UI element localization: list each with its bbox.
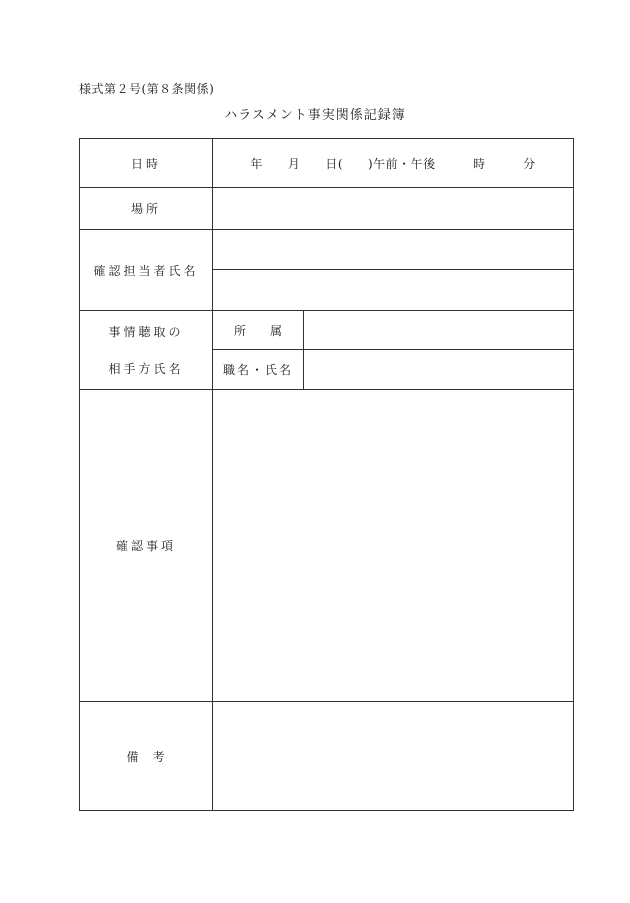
interviewee-label — [80, 311, 213, 390]
title-name-label: 職名・氏名 — [213, 350, 304, 390]
place-row — [80, 188, 574, 230]
confirmer-label: 確認担当者氏名 — [80, 230, 213, 311]
datetime-field[interactable]: 年 月 日( )午前・午後 時 分 — [213, 139, 574, 188]
interviewee-row-1 — [80, 311, 574, 350]
interviewee-label-line2: 相手方氏名 — [108, 362, 184, 376]
confirmer-field-1[interactable] — [213, 230, 574, 270]
confirmer-field-2[interactable] — [213, 270, 574, 311]
place-label: 場所 — [80, 188, 213, 230]
datetime-row — [80, 139, 574, 188]
remarks-field[interactable] — [213, 702, 574, 811]
form-number-label: 様式第２号(第８条関係) — [79, 82, 215, 96]
datetime-label: 日時 — [80, 139, 213, 188]
confirmer-row-1 — [80, 230, 574, 270]
place-field[interactable] — [213, 188, 574, 230]
remarks-row — [80, 702, 574, 811]
title-name-field[interactable] — [304, 350, 574, 390]
items-row — [80, 390, 574, 702]
items-label: 確認事項 — [80, 390, 213, 702]
interviewee-label-line1: 事情聴取の — [108, 325, 184, 339]
affiliation-field[interactable] — [304, 311, 574, 350]
affiliation-label: 所 属 — [213, 311, 304, 350]
record-form-table — [79, 138, 574, 811]
document-title: ハラスメント事実関係記録簿 — [224, 108, 406, 123]
items-field[interactable] — [213, 390, 574, 702]
remarks-label: 備 考 — [80, 702, 213, 811]
